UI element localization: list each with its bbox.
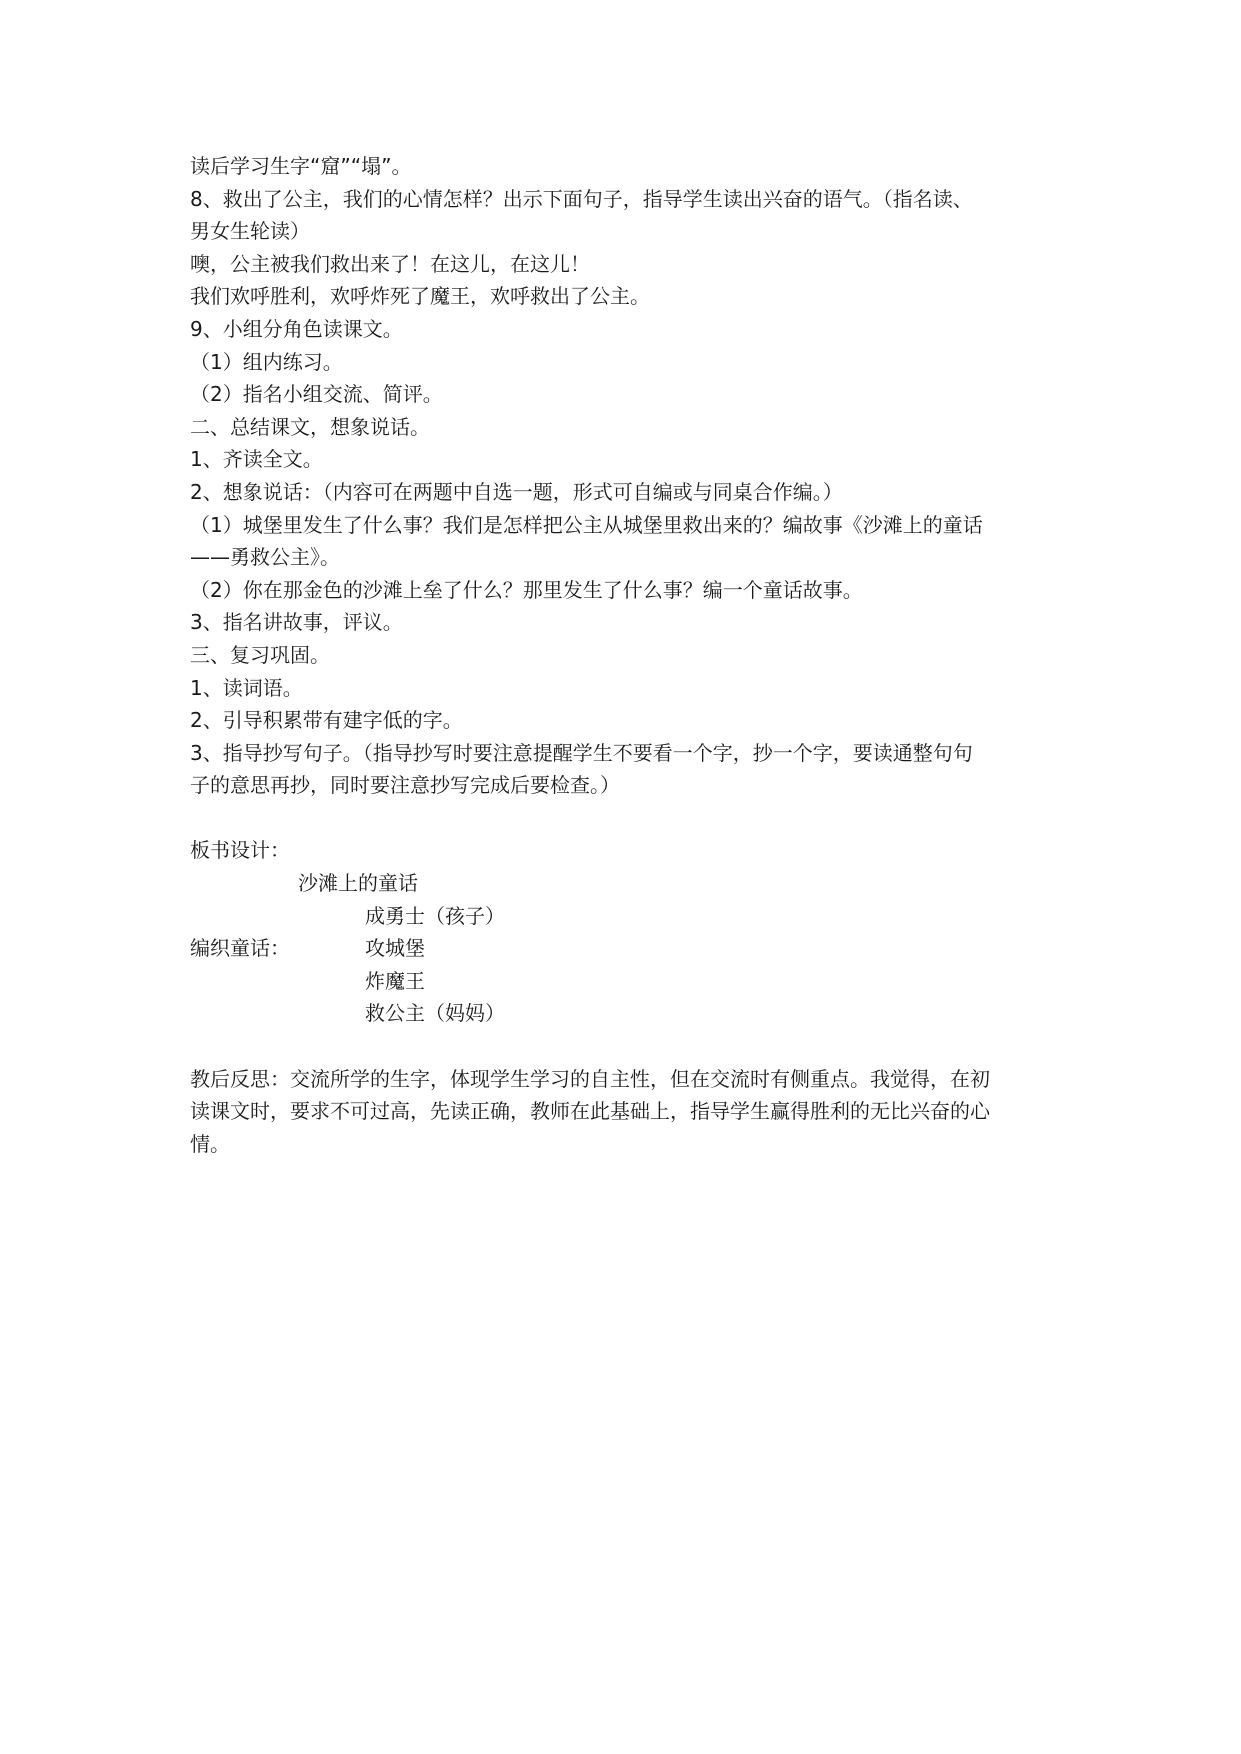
paragraph-line: 噢，公主被我们救出来了！在这儿，在这儿！	[190, 251, 590, 276]
paragraph-line: 男女生轮读）	[190, 219, 310, 244]
reflection-line: 教后反思：交流所学的生字，体现学生学习的自主性，但在交流时有侧重点。我觉得，在初	[190, 1066, 990, 1091]
paragraph-line: 3、指名讲故事，评议。	[190, 610, 403, 635]
paragraph-line: 子的意思再抄，同时要注意抄写完成后要检查。）	[190, 773, 620, 798]
paragraph-line: 2、想象说话：（内容可在两题中自选一题，形式可自编或与同桌合作编。）	[190, 479, 843, 504]
board-heading: 板书设计：	[190, 838, 290, 863]
board-item: 炸魔王	[365, 968, 425, 993]
board-item: 成勇士（孩子）	[365, 903, 505, 928]
blank-line	[190, 1030, 1065, 1063]
paragraph-line: 9、小组分角色读课文。	[190, 316, 403, 341]
paragraph-line: 读后学习生字“窟”“塌”。	[190, 154, 412, 178]
paragraph-line: 8、救出了公主，我们的心情怎样？出示下面句子，指导学生读出兴奋的语气。（指名读、	[190, 186, 973, 211]
reflection-line: 读课文时，要求不可过高，先读正确，教师在此基础上，指导学生赢得胜利的无比兴奋的心	[190, 1099, 990, 1124]
paragraph-line: 我们欢呼胜利，欢呼炸死了魔王，欢呼救出了公主。	[190, 284, 650, 309]
blank-line	[190, 802, 1065, 835]
paragraph-line: 2、引导积累带有建字低的字。	[190, 708, 463, 733]
board-row	[190, 932, 1065, 965]
board-item: 救公主（妈妈）	[365, 1001, 505, 1026]
board-label: 编织童话：	[190, 936, 290, 961]
section-heading: 二、总结课文，想象说话。	[190, 414, 430, 439]
section-heading: 三、复习巩固。	[190, 642, 330, 667]
document-body	[190, 150, 1065, 1160]
paragraph-line: 1、读词语。	[190, 675, 303, 700]
paragraph-line: （2）你在那金色的沙滩上垒了什么？那里发生了什么事？编一个童话故事。	[190, 577, 863, 602]
paragraph-line: （2）指名小组交流、简评。	[190, 382, 443, 407]
paragraph-line: （1）组内练习。	[190, 349, 343, 374]
board-item: 攻城堡	[365, 936, 425, 961]
board-design	[190, 834, 1065, 1030]
board-title: 沙滩上的童话	[298, 871, 418, 896]
reflection-line: 情。	[190, 1131, 230, 1156]
paragraph-line: 3、指导抄写句子。（指导抄写时要注意提醒学生不要看一个字，抄一个字，要读通整句句	[190, 740, 973, 765]
paragraph-line: ——勇救公主》。	[190, 545, 340, 570]
paragraph-line: 1、齐读全文。	[190, 447, 323, 472]
paragraph-line: （1）城堡里发生了什么事？我们是怎样把公主从城堡里救出来的？编故事《沙滩上的童话	[190, 512, 983, 537]
